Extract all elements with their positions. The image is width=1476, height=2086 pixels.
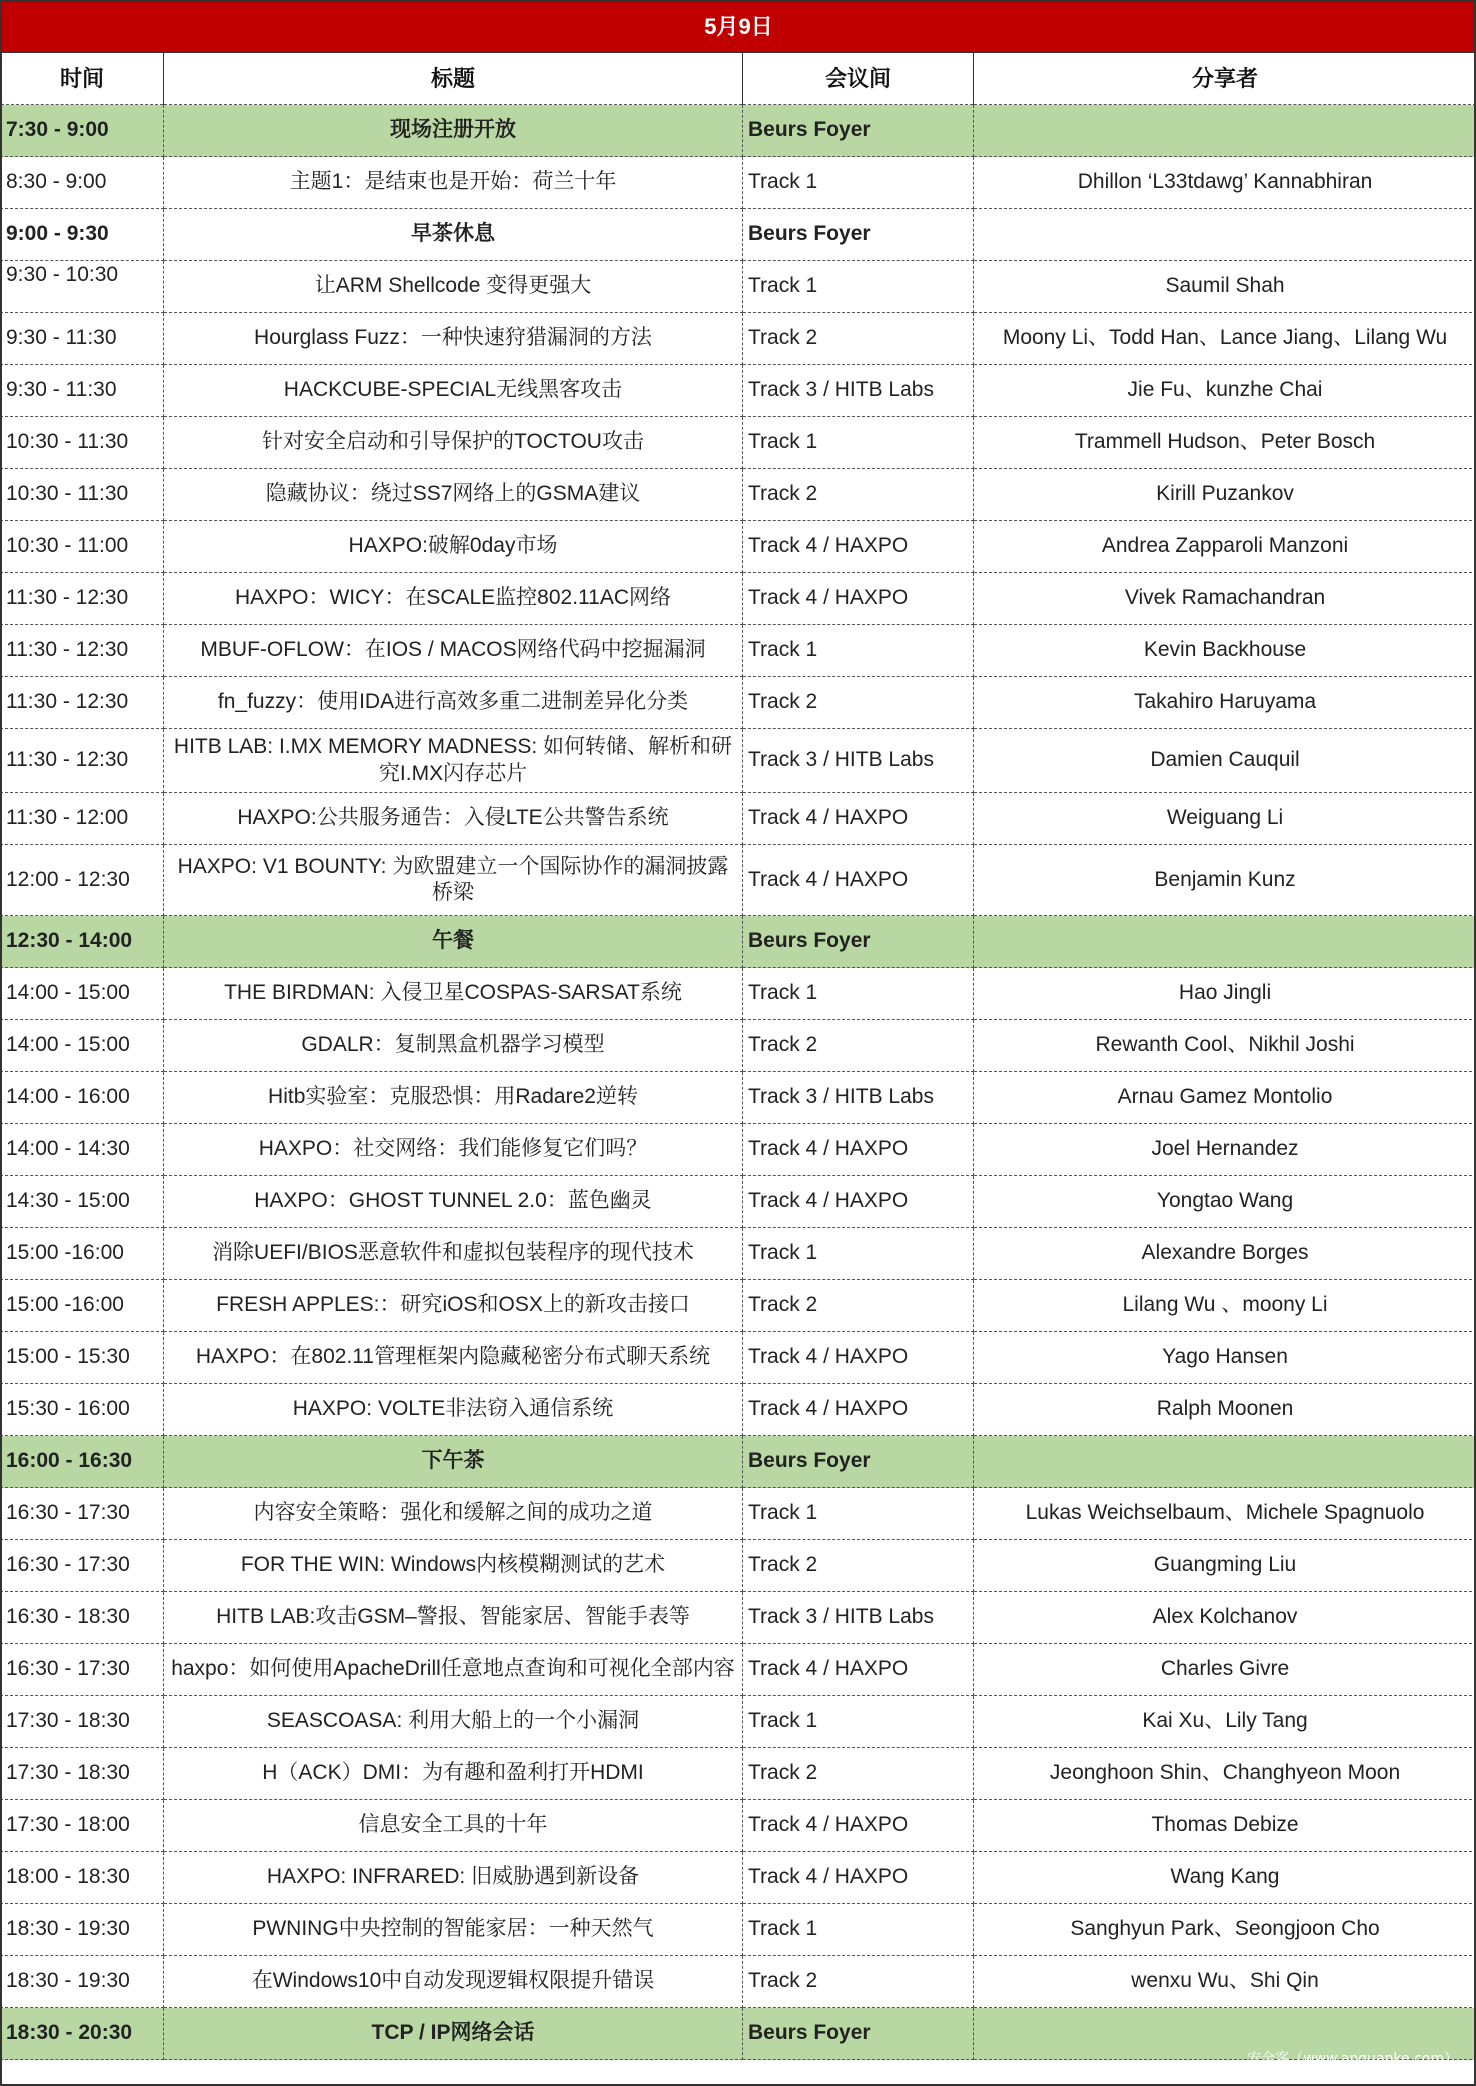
session-room: Beurs Foyer xyxy=(743,105,974,157)
header-room: 会议间 xyxy=(743,53,974,105)
session-room: Track 1 xyxy=(743,1228,974,1280)
session-speaker: Saumil Shah xyxy=(974,261,1476,313)
session-room: Track 2 xyxy=(743,1020,974,1072)
session-room: Track 3 / HITB Labs xyxy=(743,365,974,417)
session-title: 早茶休息 xyxy=(164,209,743,261)
session-row xyxy=(1,1956,1476,2008)
session-time: 11:30 - 12:30 xyxy=(1,625,164,677)
session-speaker: Hao Jingli xyxy=(974,968,1476,1020)
session-row xyxy=(1,1176,1476,1228)
session-time: 17:30 - 18:30 xyxy=(1,1696,164,1748)
session-time: 11:30 - 12:00 xyxy=(1,793,164,845)
session-row xyxy=(1,1384,1476,1436)
session-row xyxy=(1,1280,1476,1332)
session-time: 10:30 - 11:00 xyxy=(1,521,164,573)
session-time: 18:30 - 20:30 xyxy=(1,2008,164,2060)
session-room: Beurs Foyer xyxy=(743,2008,974,2060)
session-speaker: Yongtao Wang xyxy=(974,1176,1476,1228)
session-time: 10:30 - 11:30 xyxy=(1,417,164,469)
session-room: Track 2 xyxy=(743,1956,974,2008)
session-room: Track 2 xyxy=(743,677,974,729)
session-title: 隐藏协议：绕过SS7网络上的GSMA建议 xyxy=(164,469,743,521)
session-time: 9:30 - 11:30 xyxy=(1,313,164,365)
session-room: Track 4 / HAXPO xyxy=(743,1852,974,1904)
session-title: MBUF-OFLOW：在IOS / MACOS网络代码中挖掘漏洞 xyxy=(164,625,743,677)
session-title: HAXPO：GHOST TUNNEL 2.0：蓝色幽灵 xyxy=(164,1176,743,1228)
session-time: 16:30 - 18:30 xyxy=(1,1592,164,1644)
session-speaker: Yago Hansen xyxy=(974,1332,1476,1384)
session-room: Track 1 xyxy=(743,1696,974,1748)
session-time: 18:00 - 18:30 xyxy=(1,1852,164,1904)
session-time: 15:00 - 15:30 xyxy=(1,1332,164,1384)
session-row xyxy=(1,729,1476,793)
session-room: Track 2 xyxy=(743,313,974,365)
session-time: 9:30 - 10:30 xyxy=(1,261,164,313)
session-title: 下午茶 xyxy=(164,1436,743,1488)
session-title: HAXPO:破解0day市场 xyxy=(164,521,743,573)
session-title: FOR THE WIN: Windows内核模糊测试的艺术 xyxy=(164,1540,743,1592)
schedule-body xyxy=(1,105,1476,2060)
break-row xyxy=(1,916,1476,968)
session-time: 10:30 - 11:30 xyxy=(1,469,164,521)
session-time: 12:00 - 12:30 xyxy=(1,845,164,916)
session-row xyxy=(1,1748,1476,1800)
session-room: Track 1 xyxy=(743,261,974,313)
session-room: Track 4 / HAXPO xyxy=(743,1384,974,1436)
session-title: HAXPO:公共服务通告：入侵LTE公共警告系统 xyxy=(164,793,743,845)
session-row xyxy=(1,261,1476,313)
session-row xyxy=(1,573,1476,625)
session-row xyxy=(1,1904,1476,1956)
session-row xyxy=(1,1488,1476,1540)
session-room: Track 4 / HAXPO xyxy=(743,1332,974,1384)
session-room: Track 1 xyxy=(743,157,974,209)
session-speaker: Charles Givre xyxy=(974,1644,1476,1696)
session-speaker: Lilang Wu 、moony Li xyxy=(974,1280,1476,1332)
session-row xyxy=(1,1020,1476,1072)
session-title: HITB LAB:攻击GSM–警报、智能家居、智能手表等 xyxy=(164,1592,743,1644)
session-speaker: Rewanth Cool、Nikhil Joshi xyxy=(974,1020,1476,1072)
session-title: PWNING中央控制的智能家居：一种天然气 xyxy=(164,1904,743,1956)
session-speaker: Jeonghoon Shin、Changhyeon Moon xyxy=(974,1748,1476,1800)
session-row xyxy=(1,677,1476,729)
session-time: 9:00 - 9:30 xyxy=(1,209,164,261)
session-speaker: Kai Xu、Lily Tang xyxy=(974,1696,1476,1748)
session-title: FRESH APPLES:：研究iOS和OSX上的新攻击接口 xyxy=(164,1280,743,1332)
session-speaker xyxy=(974,209,1476,261)
session-row xyxy=(1,845,1476,916)
session-title: Hitb实验室：克服恐惧：用Radare2逆转 xyxy=(164,1072,743,1124)
session-row xyxy=(1,1644,1476,1696)
session-room: Track 2 xyxy=(743,1540,974,1592)
session-speaker: Alex Kolchanov xyxy=(974,1592,1476,1644)
session-speaker xyxy=(974,105,1476,157)
session-room: Track 2 xyxy=(743,1280,974,1332)
session-time: 14:00 - 14:30 xyxy=(1,1124,164,1176)
session-room: Track 2 xyxy=(743,1748,974,1800)
session-room: Track 3 / HITB Labs xyxy=(743,1072,974,1124)
session-time: 16:30 - 17:30 xyxy=(1,1644,164,1696)
session-speaker: Moony Li、Todd Han、Lance Jiang、Lilang Wu xyxy=(974,313,1476,365)
session-title: HACKCUBE-SPECIAL无线黑客攻击 xyxy=(164,365,743,417)
session-title: 在Windows10中自动发现逻辑权限提升错误 xyxy=(164,1956,743,2008)
session-title: HAXPO: INFRARED: 旧威胁遇到新设备 xyxy=(164,1852,743,1904)
session-row xyxy=(1,157,1476,209)
session-title: HAXPO: VOLTE非法窃入通信系统 xyxy=(164,1384,743,1436)
session-title: GDALR：复制黑盒机器学习模型 xyxy=(164,1020,743,1072)
watermark: 安全客（www.anquanke.com） xyxy=(1247,2051,1458,2067)
session-time: 16:30 - 17:30 xyxy=(1,1540,164,1592)
session-time: 9:30 - 11:30 xyxy=(1,365,164,417)
session-row xyxy=(1,1228,1476,1280)
session-speaker: Guangming Liu xyxy=(974,1540,1476,1592)
session-title: 针对安全启动和引导保护的TOCTOU攻击 xyxy=(164,417,743,469)
session-speaker xyxy=(974,1436,1476,1488)
session-speaker: Wang Kang xyxy=(974,1852,1476,1904)
session-row xyxy=(1,313,1476,365)
session-speaker: Weiguang Li xyxy=(974,793,1476,845)
session-title: 主题1：是结束也是开始：荷兰十年 xyxy=(164,157,743,209)
session-room: Track 4 / HAXPO xyxy=(743,1176,974,1228)
session-room: Track 1 xyxy=(743,968,974,1020)
session-time: 15:00 -16:00 xyxy=(1,1228,164,1280)
session-speaker: Andrea Zapparoli Manzoni xyxy=(974,521,1476,573)
session-time: 16:00 - 16:30 xyxy=(1,1436,164,1488)
header-title: 标题 xyxy=(164,53,743,105)
session-title: H（ACK）DMI：为有趣和盈利打开HDMI xyxy=(164,1748,743,1800)
session-title: SEASCOASA: 利用大船上的一个小漏洞 xyxy=(164,1696,743,1748)
session-room: Track 1 xyxy=(743,1488,974,1540)
session-room: Beurs Foyer xyxy=(743,1436,974,1488)
session-title: HAXPO：社交网络：我们能修复它们吗？ xyxy=(164,1124,743,1176)
session-room: Track 3 / HITB Labs xyxy=(743,1592,974,1644)
session-row xyxy=(1,1800,1476,1852)
break-row xyxy=(1,105,1476,157)
session-room: Track 4 / HAXPO xyxy=(743,1800,974,1852)
session-room: Track 4 / HAXPO xyxy=(743,793,974,845)
session-row xyxy=(1,469,1476,521)
session-speaker: wenxu Wu、Shi Qin xyxy=(974,1956,1476,2008)
session-title: 信息安全工具的十年 xyxy=(164,1800,743,1852)
session-time: 14:00 - 16:00 xyxy=(1,1072,164,1124)
session-title: 内容安全策略：强化和缓解之间的成功之道 xyxy=(164,1488,743,1540)
header-speaker: 分享者 xyxy=(974,53,1476,105)
session-speaker: Jie Fu、kunzhe Chai xyxy=(974,365,1476,417)
day-title-row xyxy=(1,1,1476,53)
day-title: 5月9日 xyxy=(1,1,1476,53)
session-speaker xyxy=(974,916,1476,968)
session-room: Track 2 xyxy=(743,469,974,521)
session-title: Hourglass Fuzz：一种快速狩猎漏洞的方法 xyxy=(164,313,743,365)
session-time: 17:30 - 18:00 xyxy=(1,1800,164,1852)
session-time: 15:00 -16:00 xyxy=(1,1280,164,1332)
column-header-row xyxy=(1,53,1476,105)
header-time: 时间 xyxy=(1,53,164,105)
session-title: HAXPO：在802.11管理框架内隐藏秘密分布式聊天系统 xyxy=(164,1332,743,1384)
session-row xyxy=(1,521,1476,573)
session-time: 11:30 - 12:30 xyxy=(1,729,164,793)
session-speaker: Sanghyun Park、Seongjoon Cho xyxy=(974,1904,1476,1956)
session-row xyxy=(1,1124,1476,1176)
session-title: TCP / IP网络会话 xyxy=(164,2008,743,2060)
session-speaker: Vivek Ramachandran xyxy=(974,573,1476,625)
session-room: Track 4 / HAXPO xyxy=(743,521,974,573)
session-row xyxy=(1,1540,1476,1592)
session-row xyxy=(1,968,1476,1020)
session-time: 18:30 - 19:30 xyxy=(1,1956,164,2008)
session-row xyxy=(1,417,1476,469)
session-room: Track 4 / HAXPO xyxy=(743,845,974,916)
session-speaker: Takahiro Haruyama xyxy=(974,677,1476,729)
session-time: 14:30 - 15:00 xyxy=(1,1176,164,1228)
session-room: Track 4 / HAXPO xyxy=(743,573,974,625)
session-speaker: Kirill Puzankov xyxy=(974,469,1476,521)
session-speaker: Alexandre Borges xyxy=(974,1228,1476,1280)
session-speaker: Benjamin Kunz xyxy=(974,845,1476,916)
session-row xyxy=(1,1332,1476,1384)
session-title: 午餐 xyxy=(164,916,743,968)
session-speaker: Arnau Gamez Montolio xyxy=(974,1072,1476,1124)
session-room: Track 4 / HAXPO xyxy=(743,1124,974,1176)
session-time: 8:30 - 9:00 xyxy=(1,157,164,209)
session-row xyxy=(1,209,1476,261)
session-speaker: Thomas Debize xyxy=(974,1800,1476,1852)
session-room: Beurs Foyer xyxy=(743,209,974,261)
break-row xyxy=(1,1436,1476,1488)
session-row xyxy=(1,1592,1476,1644)
session-title: 消除UEFI/BIOS恶意软件和虚拟包装程序的现代技术 xyxy=(164,1228,743,1280)
session-speaker: Trammell Hudson、Peter Bosch xyxy=(974,417,1476,469)
session-row xyxy=(1,1696,1476,1748)
session-title: haxpo：如何使用ApacheDrill任意地点查询和可视化全部内容 xyxy=(164,1644,743,1696)
session-row xyxy=(1,625,1476,677)
session-title: fn_fuzzy：使用IDA进行高效多重二进制差异化分类 xyxy=(164,677,743,729)
session-time: 18:30 - 19:30 xyxy=(1,1904,164,1956)
session-time: 14:00 - 15:00 xyxy=(1,1020,164,1072)
session-time: 7:30 - 9:00 xyxy=(1,105,164,157)
session-title: 让ARM Shellcode 变得更强大 xyxy=(164,261,743,313)
session-time: 11:30 - 12:30 xyxy=(1,573,164,625)
session-speaker: Damien Cauquil xyxy=(974,729,1476,793)
session-speaker: Dhillon ‘L33tdawg’ Kannabhiran xyxy=(974,157,1476,209)
session-speaker: Ralph Moonen xyxy=(974,1384,1476,1436)
session-speaker: Kevin Backhouse xyxy=(974,625,1476,677)
session-title: HAXPO：WICY：在SCALE监控802.11AC网络 xyxy=(164,573,743,625)
session-room: Beurs Foyer xyxy=(743,916,974,968)
session-speaker: Joel Hernandez xyxy=(974,1124,1476,1176)
session-time: 15:30 - 16:00 xyxy=(1,1384,164,1436)
session-row xyxy=(1,365,1476,417)
session-time: 16:30 - 17:30 xyxy=(1,1488,164,1540)
session-row xyxy=(1,1852,1476,1904)
session-row xyxy=(1,1072,1476,1124)
session-room: Track 3 / HITB Labs xyxy=(743,729,974,793)
session-time: 14:00 - 15:00 xyxy=(1,968,164,1020)
session-room: Track 4 / HAXPO xyxy=(743,1644,974,1696)
session-title: HAXPO: V1 BOUNTY: 为欧盟建立一个国际协作的漏洞披露桥梁 xyxy=(164,845,743,916)
session-time: 11:30 - 12:30 xyxy=(1,677,164,729)
session-title: 现场注册开放 xyxy=(164,105,743,157)
session-room: Track 1 xyxy=(743,625,974,677)
session-speaker: Lukas Weichselbaum、Michele Spagnuolo xyxy=(974,1488,1476,1540)
session-title: HITB LAB: I.MX MEMORY MADNESS: 如何转储、解析和研究I.MX闪存芯片 xyxy=(164,729,743,793)
session-room: Track 1 xyxy=(743,417,974,469)
session-time: 12:30 - 14:00 xyxy=(1,916,164,968)
session-title: THE BIRDMAN: 入侵卫星COSPAS-SARSAT系统 xyxy=(164,968,743,1020)
session-time: 17:30 - 18:30 xyxy=(1,1748,164,1800)
session-row xyxy=(1,793,1476,845)
session-room: Track 1 xyxy=(743,1904,974,1956)
